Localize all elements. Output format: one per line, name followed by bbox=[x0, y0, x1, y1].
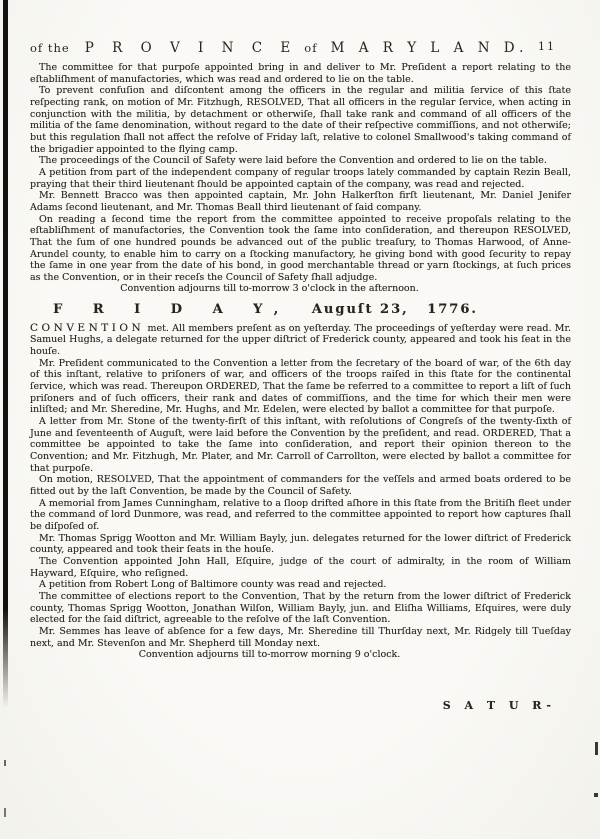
header-title-province: P R O V I N C E bbox=[84, 40, 298, 56]
paragraph: The committee of elections report to the Convention, That by the return from the lower diſtrict of Frederick county, Thomas Sprigg Wootton, Jonathan Wilſon, William Bayly, jun. and Eliſha Williams, Eſquires, were duly elected for the ſaid diſtrict, agreeable to the reſolve of the laſt Convention. bbox=[30, 590, 571, 626]
paragraph: Mr. Semmes has leave of abſence for a few days, Mr. Sheredine till Thurſday next, Mr. Ridgely till Tueſday next, and Mr. Stevenſon and Mr. Shepherd till Monday next. bbox=[30, 625, 571, 649]
header-prefix: of the bbox=[30, 41, 70, 55]
paragraph: A memorial from James Cunningham, relative to a ſloop drifted aſhore in this ſtate from the Britiſh fleet under the command of lord Dunmore, was read, and referred to the committee appointed to report how captures ſhall be diſpoſed of. bbox=[30, 497, 571, 532]
scan-edge-bar bbox=[3, 0, 8, 708]
paragraph: Mr. Thomas Sprigg Wootton and Mr. William Bayly, jun. delegates returned for the lower diſtrict of Frederick county, appeared and took their ſeats in the houſe. bbox=[30, 532, 571, 556]
scan-speck bbox=[594, 793, 598, 797]
convention-lead-word: CONVENTION bbox=[30, 321, 145, 334]
day-heading-day: F R I D A Y, bbox=[53, 302, 292, 318]
paragraph: The Convention appointed John Hall, Eſquire, judge of the court of admiralty, in the room of William Hayward, Eſquire, who reſigned. bbox=[30, 555, 571, 579]
day-heading-date: Auguſt 23, bbox=[311, 302, 409, 318]
running-header bbox=[30, 37, 571, 56]
paragraph: The committee for that purpoſe appointed bring in and deliver to Mr. Preſident a report relating to the eſtabliſhment of manufactories, which was read and ordered to lie on the table. bbox=[30, 62, 571, 85]
paragraph: To prevent confuſion and diſcontent among the officers in the regular and militia ſervice of this ſtate reſpecting rank, on motion of Mr. Fitzhugh, RESOLVED, That all officers in the regular ſervice, when acting in conjunction with the militia, by detachment or otherwiſe, ſhall take rank and command of all officers of the militia of the ſame denomination, without regard to the date of their reſpective commiſſions, and not otherwiſe; but this regulation ſhall not affect the reſolve of Friday laſt, relative to colonel Smallwood's taking command of the brigadier appointed to the flying camp. bbox=[30, 85, 571, 155]
header-infix: of bbox=[304, 41, 318, 55]
paragraph: A petition from Robert Long of Baltimore county was read and rejected. bbox=[39, 579, 387, 591]
day-heading-year: 1776. bbox=[427, 302, 478, 318]
scan-speck bbox=[595, 742, 598, 755]
paragraph: Mr. Preſident communicated to the Convention a letter from the ſecretary of the board of war, of the 6th day of this inſtant, relative to priſoners of war, and officers of the troops raiſed in this ſtate for the continental ſervice, which was read. Thereupon ORDERED, That the ſame be referred to a committee to report a liſt of ſuch priſoners and of ſuch officers, their rank and dates of commiſſions, and the time for which their men were inliſted; and Mr. Sheredine, Mr. Hughs, and Mr. Edelen, were elected by ballot a committee for that purpoſe. bbox=[30, 357, 571, 416]
header-title-maryland: M A R Y L A N D. bbox=[330, 40, 529, 56]
paragraph: On reading a ſecond time the report from the committee appointed to receive propoſals relating to the eſtabliſhment of manufactories, the Convention took the ſame into conſideration, and thereupon RESOLVED, That the ſum of one hundred pounds be advanced out of the public treaſury, to Thomas Harwood, of Anne-Arundel county, to enable him to carry on a ſtocking manufactory, he giving bond with good ſecurity to repay the ſame in one year from the date of his bond, in good merchantable thread or yarn ſtockings, at ſuch prices as the Convention, or in their receſs the Council of Safety ſhall adjudge. bbox=[30, 213, 571, 283]
paragraph: A petition from part of the independent company of regular troops lately commanded by captain Rezin Beall, praying that their third lieutenant ſhould be appointed captain of the company, was read and rejected. bbox=[30, 166, 571, 190]
adjournment-line-thursday: Convention adjourns till to-morrow 3 o'clock in the afternoon. bbox=[120, 283, 419, 295]
paragraph: The proceedings of the Council of Safety were laid before the Convention and ordered to lie on the table. bbox=[39, 155, 547, 167]
scan-speck bbox=[4, 808, 6, 817]
page-number: 11 bbox=[538, 40, 556, 53]
scan-speck bbox=[4, 760, 6, 766]
day-heading bbox=[30, 304, 571, 316]
adjournment-line-friday: Convention adjourns till to-morrow morning 9 o'clock. bbox=[138, 649, 401, 661]
paragraph: A letter from Mr. Stone of the twenty-firſt of this inſtant, with reſolutions of Congreſs of the twenty-ſixth of June and ſeventeenth of Auguſt, were laid before the Convention by the preſident, and read. ORDERED, That a committee be appointed to take the ſame into conſideration, and report their opinion thereon to the Convention; and Mr. Fitzhugh, Mr. Plater, and Mr. Carroll of Carrollton, were elected by ballot a committee for that purpoſe. bbox=[30, 416, 571, 474]
convention-opening-rest: met. All members preſent as on yeſterday. The proceedings of yeſterday were read. Mr. Samuel Hughs, a delegate returned for the upper diſtrict of Frederick county, appeared and took his ſeat in the houſe. bbox=[30, 322, 571, 358]
page-body-text bbox=[30, 62, 571, 661]
catchword: S A T U R- bbox=[442, 699, 556, 712]
paragraph: On motion, RESOLVED, That the appointment of commanders for the veſſels and armed boats ordered to be fitted out by the laſt Convention, be made by the Council of Safety. bbox=[30, 474, 571, 497]
paragraph: Mr. Bennett Bracco was then appointed captain, Mr. John Halkerſton firſt lieutenant, Mr. Daniel Jenifer Adams ſecond lieutenant, and Mr. Thomas Beall third lieutenant of ſaid company. bbox=[30, 190, 571, 213]
paragraph-convention-met bbox=[30, 323, 571, 358]
